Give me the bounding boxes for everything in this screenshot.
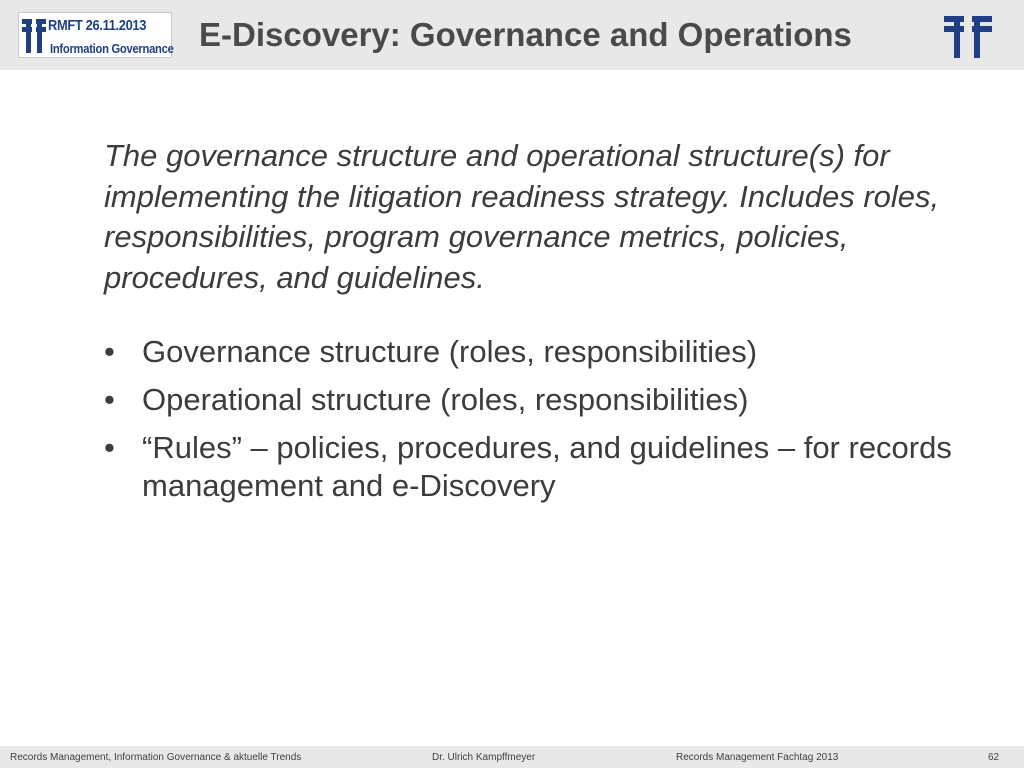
pp-logo-icon — [22, 17, 46, 55]
footer-author: Dr. Ulrich Kampffmeyer — [432, 752, 536, 763]
footer-event: Records Management Fachtag 2013 — [676, 752, 839, 763]
logo-topic-label: Information Governance — [50, 41, 174, 56]
lead-paragraph: The governance structure and operational structure(s) for implementing the litigation readiness strategy. Includes roles, responsibilities, program governance metrics, policies, procedures, and guidelines. — [104, 138, 940, 295]
bullet-marker: • — [104, 382, 115, 417]
logo-event-label: RMFT 26.11.2013 — [48, 17, 147, 34]
bullet-item — [104, 429, 964, 505]
bullet-marker: • — [104, 334, 115, 369]
bullet-text: Governance structure (roles, responsibilities) — [142, 334, 758, 369]
company-logo-icon — [944, 16, 992, 58]
bullet-list — [104, 333, 964, 515]
footer-bar — [0, 746, 1024, 768]
bullet-text: Operational structure (roles, responsibilities) — [142, 382, 749, 417]
bullet-text: “Rules” – policies, procedures, and guidelines – for records management and e-Discovery — [142, 430, 952, 503]
event-logo — [18, 12, 172, 58]
footer-presentation-title: Records Management, Information Governance & aktuelle Trends — [10, 752, 302, 763]
slide-title: E-Discovery: Governance and Operations — [199, 16, 852, 53]
header-bar — [0, 0, 1024, 70]
bullet-marker: • — [104, 430, 115, 465]
page-number: 62 — [988, 752, 1000, 763]
bullet-item — [104, 381, 964, 419]
bullet-item — [104, 333, 964, 371]
